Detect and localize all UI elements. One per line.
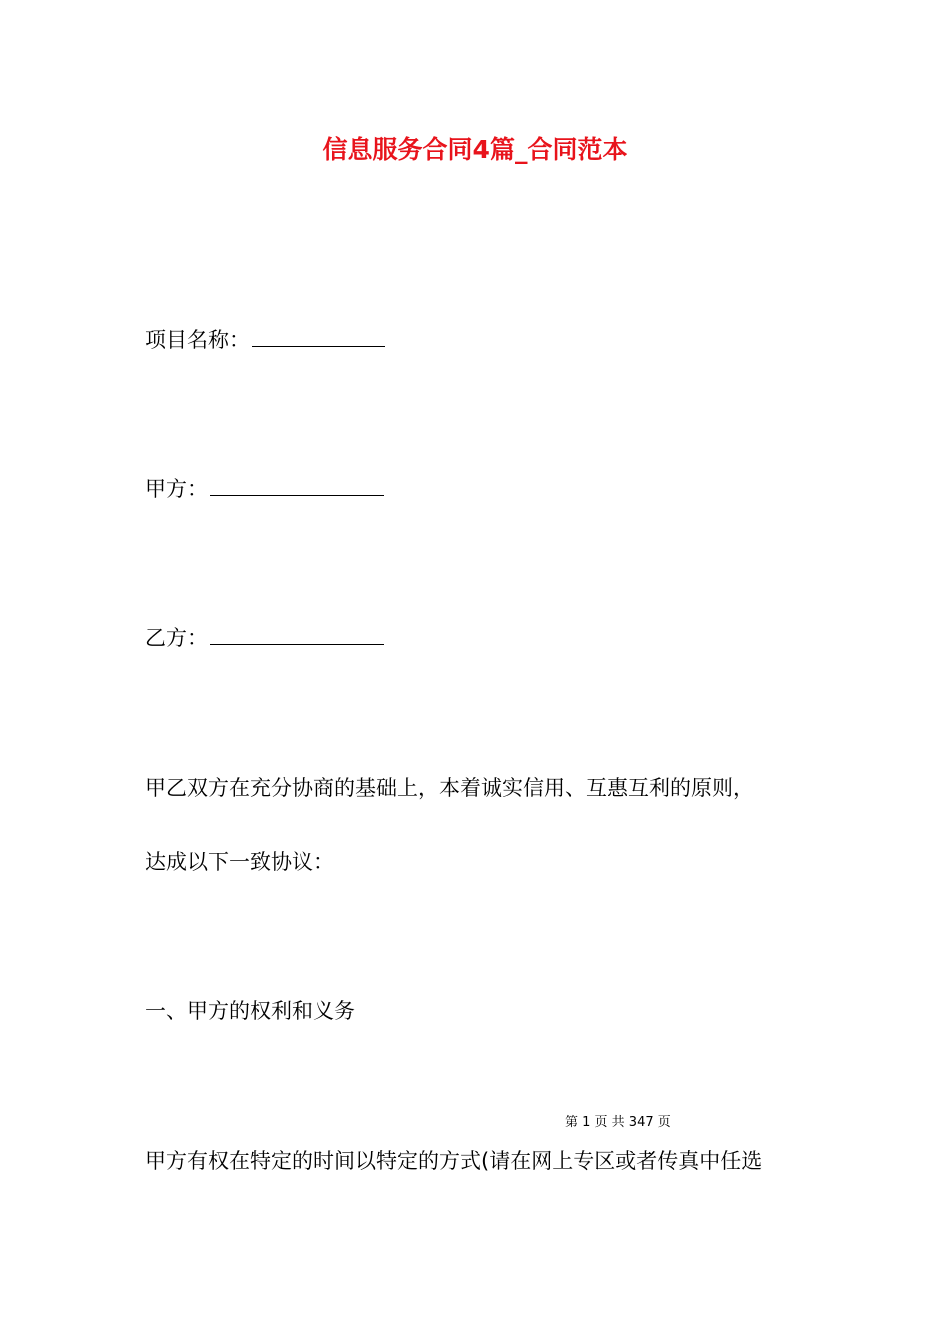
party-a-field: [145, 474, 384, 504]
intro-paragraph-line-1: 甲乙双方在充分协商的基础上，本着诚实信用、互惠互利的原则，: [145, 776, 754, 800]
party-b-blank: [210, 624, 384, 645]
intro-paragraph-line-2: 达成以下一致协议：: [145, 850, 334, 874]
page-number-footer: 第 1 页 共 347 页: [565, 1115, 671, 1130]
project-name-blank: [252, 326, 385, 347]
document-title: 信息服务合同4篇_合同范本: [322, 135, 628, 164]
party-b-label: 乙方：: [145, 626, 208, 650]
project-name-label: 项目名称：: [145, 328, 250, 352]
party-a-label: 甲方：: [145, 477, 208, 501]
section-1-paragraph: 甲方有权在特定的时间以特定的方式(请在网上专区或者传真中任选: [145, 1149, 763, 1173]
party-a-blank: [210, 475, 384, 496]
project-name-field: [145, 325, 385, 355]
section-1-heading: 一、甲方的权利和义务: [145, 999, 355, 1023]
party-b-field: [145, 623, 384, 653]
